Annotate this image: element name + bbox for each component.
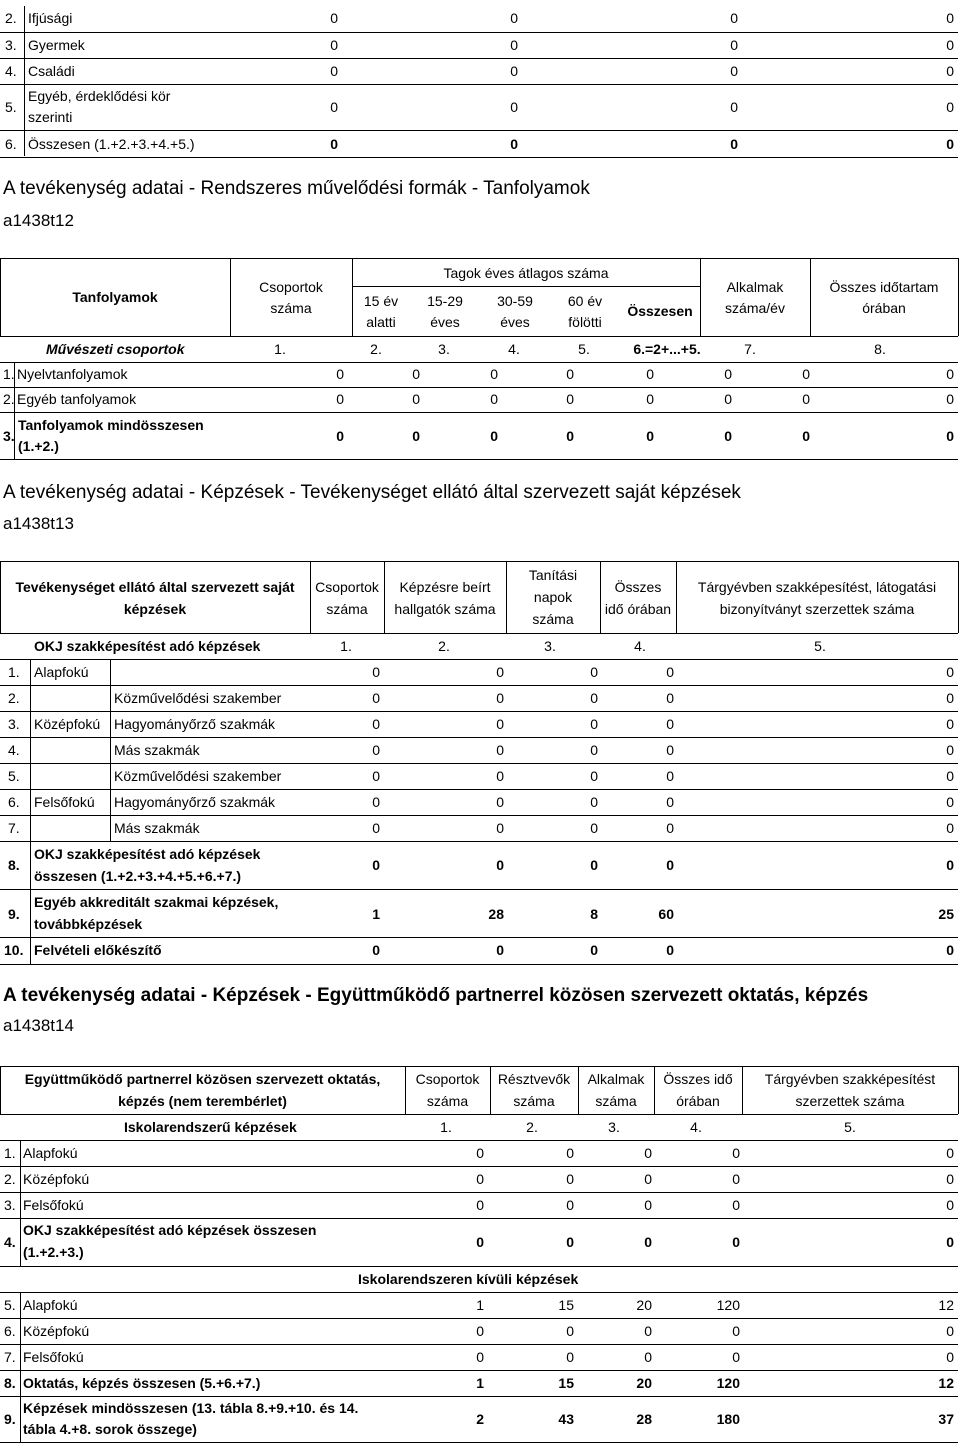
- cell: 0: [590, 664, 598, 680]
- row-index: 4.: [4, 1234, 16, 1250]
- column-header: 60 év: [567, 293, 603, 309]
- row-index: 4.: [5, 63, 17, 79]
- cell: 8: [590, 906, 598, 922]
- cell: 0: [590, 794, 598, 810]
- cell: 0: [802, 366, 810, 382]
- row-index: 9.: [4, 1411, 16, 1427]
- column-number: 2.: [526, 1119, 538, 1135]
- row-label: Más szakmák: [114, 742, 200, 758]
- cell: 0: [946, 391, 954, 407]
- column-number: 6.=2+...+5.: [633, 341, 701, 357]
- column-number: 2.: [370, 341, 382, 357]
- column-header: száma: [513, 1093, 555, 1109]
- cell: 0: [476, 1323, 484, 1339]
- row-label: (1.+2.): [18, 438, 59, 454]
- cell: 0: [644, 1145, 652, 1161]
- cell: 12: [938, 1297, 954, 1313]
- cell: 0: [946, 366, 954, 382]
- cell: 0: [666, 857, 674, 873]
- row-label: tábla 4.+8. sorok összege): [23, 1421, 197, 1437]
- row-index: 2.: [5, 10, 17, 26]
- cell: 0: [496, 794, 504, 810]
- column-header: órában: [676, 1093, 720, 1109]
- cell: 20: [636, 1297, 652, 1313]
- row-label: Alapfokú: [23, 1297, 78, 1313]
- cell: 0: [946, 690, 954, 706]
- column-header: hallgatók száma: [394, 601, 496, 617]
- cell: 0: [730, 10, 738, 26]
- column-number: 1.: [440, 1119, 452, 1135]
- cell: 0: [590, 768, 598, 784]
- cell: 0: [372, 857, 380, 873]
- cell: 0: [566, 391, 574, 407]
- column-header: éves: [430, 314, 460, 330]
- row-index: 6.: [5, 136, 17, 152]
- cell: 0: [946, 942, 954, 958]
- row-label: (1.+2.+3.): [23, 1244, 84, 1260]
- column-header: Alkalmak: [587, 1071, 645, 1087]
- row-index: 5.: [8, 768, 20, 784]
- row-index: 6.: [4, 1323, 16, 1339]
- section-title: A tevékenység adatai - Rendszeres művelődési formák - Tanfolyamok: [3, 178, 590, 199]
- cell: 0: [946, 857, 954, 873]
- column-number: 7.: [744, 341, 756, 357]
- cell: 28: [636, 1411, 652, 1427]
- row-label: összesen (1.+2.+3.+4.+5.+6.+7.): [34, 868, 242, 884]
- cell: 0: [372, 768, 380, 784]
- row-index: 9.: [8, 906, 20, 922]
- column-header: Összes: [614, 579, 662, 595]
- column-header: bizonyítványt szerzettek száma: [719, 601, 915, 617]
- cell: 0: [336, 366, 344, 382]
- cell: 0: [372, 942, 380, 958]
- cell: 12: [938, 1375, 954, 1391]
- column-header: száma: [426, 1093, 469, 1109]
- row-label: Hagyományőrző szakmák: [114, 716, 276, 732]
- column-header: száma/év: [725, 300, 785, 316]
- row-label: Egyéb tanfolyamok: [17, 391, 137, 407]
- category-label: Művészeti csoportok: [46, 341, 185, 357]
- column-number: 4.: [634, 638, 646, 654]
- cell: 0: [644, 1171, 652, 1187]
- cell: 0: [372, 794, 380, 810]
- cell: 0: [730, 37, 738, 53]
- row-label: Hagyományőrző szakmák: [114, 794, 276, 810]
- cell: 28: [488, 906, 504, 922]
- cell: 0: [724, 391, 732, 407]
- cell: 0: [946, 1145, 954, 1161]
- row-label: Összesen (1.+2.+3.+4.+5.): [28, 136, 195, 152]
- table-code: a1438t12: [3, 211, 74, 230]
- cell: 0: [666, 664, 674, 680]
- cell: 0: [946, 428, 954, 444]
- cell: 0: [644, 1323, 652, 1339]
- table-code: a1438t13: [3, 514, 74, 533]
- cell: 0: [496, 820, 504, 836]
- cell: 0: [330, 99, 338, 115]
- column-header: száma: [270, 300, 312, 316]
- cell: 0: [732, 1171, 740, 1187]
- column-number: 3.: [544, 638, 556, 654]
- row-group: Alapfokú: [34, 664, 89, 680]
- row-label: Felsőfokú: [23, 1197, 84, 1213]
- column-header: száma: [326, 601, 368, 617]
- cell: 0: [490, 366, 498, 382]
- row-index: 5.: [4, 1297, 16, 1313]
- cell: 0: [496, 742, 504, 758]
- cell: 0: [336, 391, 344, 407]
- cell: 0: [644, 1234, 652, 1250]
- cell: 0: [666, 742, 674, 758]
- row-label: Ifjúsági: [28, 10, 73, 26]
- cell: 0: [566, 1349, 574, 1365]
- cell: 0: [566, 428, 574, 444]
- section-title: A tevékenység adatai - Képzések - Együttműködő partnerrel közösen szervezett oktatás, képzés: [3, 985, 869, 1006]
- column-header: órában: [862, 300, 906, 316]
- cell: 0: [732, 1234, 740, 1250]
- cell: 0: [666, 690, 674, 706]
- category-label: Iskolarendszerű képzések: [124, 1119, 297, 1135]
- column-header: szerzettek száma: [795, 1093, 905, 1109]
- column-number: 5.: [578, 341, 590, 357]
- cell: 0: [372, 820, 380, 836]
- cell: 60: [658, 906, 674, 922]
- column-header: alatti: [366, 314, 396, 330]
- cell: 120: [716, 1297, 740, 1313]
- column-number: 5.: [814, 638, 826, 654]
- column-number: 3.: [438, 341, 450, 357]
- cell: 0: [476, 1171, 484, 1187]
- column-header: Csoportok: [315, 579, 379, 595]
- column-header: fölötti: [568, 314, 602, 330]
- cell: 0: [732, 1197, 740, 1213]
- column-header: Tanfolyamok: [72, 289, 158, 305]
- row-label: Más szakmák: [114, 820, 200, 836]
- cell: 0: [646, 366, 654, 382]
- row-label: Középfokú: [23, 1171, 90, 1187]
- cell: 0: [510, 10, 518, 26]
- cell: 0: [730, 63, 738, 79]
- column-number: 4.: [508, 341, 520, 357]
- row-index: 1.: [8, 664, 20, 680]
- cell: 0: [590, 857, 598, 873]
- column-header: Összes idő: [663, 1071, 733, 1087]
- row-index: 4.: [8, 742, 20, 758]
- cell: 0: [496, 768, 504, 784]
- column-header: Résztvevők: [497, 1071, 571, 1087]
- column-number: 1.: [340, 638, 352, 654]
- cell: 1: [476, 1297, 484, 1313]
- row-label: Egyéb akkreditált szakmai képzések,: [34, 894, 279, 910]
- column-number: 4.: [690, 1119, 702, 1135]
- cell: 0: [510, 99, 518, 115]
- cell: 25: [938, 906, 954, 922]
- column-header: 15 év: [363, 293, 399, 309]
- column-header: száma: [532, 611, 574, 627]
- cell: 0: [510, 136, 518, 152]
- column-header: Összes időtartam: [829, 279, 939, 295]
- cell: 0: [412, 428, 420, 444]
- row-label: Közművelődési szakember: [114, 690, 282, 706]
- cell: 0: [330, 10, 338, 26]
- column-header: Együttműködő partnerrel közösen szervezett oktatás,: [24, 1071, 381, 1087]
- column-number: 8.: [874, 341, 886, 357]
- cell: 0: [730, 136, 738, 152]
- column-header: képzés (nem terembérlet): [118, 1093, 287, 1109]
- cell: 0: [566, 1197, 574, 1213]
- cell: 0: [330, 63, 338, 79]
- cell: 0: [566, 1323, 574, 1339]
- cell: 0: [946, 716, 954, 732]
- cell: 0: [666, 794, 674, 810]
- cell: 0: [946, 664, 954, 680]
- row-index: 8.: [4, 1375, 16, 1391]
- row-label: OKJ szakképesítést adó képzések összesen: [23, 1222, 317, 1238]
- cell: 0: [644, 1197, 652, 1213]
- cell: 0: [566, 1234, 574, 1250]
- cell: 0: [946, 742, 954, 758]
- cell: 0: [946, 10, 954, 26]
- cell: 15: [558, 1375, 574, 1391]
- cell: 0: [946, 1197, 954, 1213]
- row-label: Alapfokú: [23, 1145, 78, 1161]
- cell: 2: [476, 1411, 484, 1427]
- cell: 0: [666, 820, 674, 836]
- row-index: 2.: [4, 1171, 16, 1187]
- row-index: 2.: [3, 391, 15, 407]
- column-header: Alkalmak: [726, 279, 784, 295]
- row-label: Tanfolyamok mindösszesen: [18, 417, 204, 433]
- row-group: Felsőfokú: [34, 794, 95, 810]
- table-code: a1438t14: [3, 1016, 74, 1035]
- cell: 0: [590, 942, 598, 958]
- cell: 0: [946, 1323, 954, 1339]
- cell: 0: [476, 1234, 484, 1250]
- row-label: Nyelvtanfolyamok: [17, 366, 128, 382]
- cell: 0: [330, 37, 338, 53]
- cell: 0: [946, 768, 954, 784]
- column-header: 15-29: [427, 293, 463, 309]
- cell: 0: [666, 768, 674, 784]
- column-header: képzések: [123, 601, 187, 617]
- cell: 0: [946, 99, 954, 115]
- cell: 0: [372, 716, 380, 732]
- cell: 0: [646, 428, 654, 444]
- cell: 0: [946, 63, 954, 79]
- cell: 1: [476, 1375, 484, 1391]
- category-label: Iskolarendszeren kívüli képzések: [358, 1271, 579, 1287]
- cell: 0: [590, 690, 598, 706]
- cell: 0: [490, 391, 498, 407]
- column-header: 30-59: [497, 293, 533, 309]
- cell: 180: [716, 1411, 740, 1427]
- cell: 0: [730, 99, 738, 115]
- row-label: Gyermek: [28, 37, 85, 53]
- column-number: 3.: [608, 1119, 620, 1135]
- cell: 0: [946, 37, 954, 53]
- cell: 0: [496, 857, 504, 873]
- row-label: továbbképzések: [34, 916, 143, 932]
- cell: 37: [938, 1411, 954, 1427]
- column-header: Tagok éves átlagos száma: [443, 265, 609, 281]
- row-index: 2.: [8, 690, 20, 706]
- row-label: Képzések mindösszesen (13. tábla 8.+9.+10. és 14.: [23, 1400, 359, 1416]
- cell: 0: [510, 63, 518, 79]
- cell: 0: [732, 1323, 740, 1339]
- cell: 0: [476, 1349, 484, 1365]
- column-header: Tanítási: [528, 567, 578, 583]
- cell: 43: [558, 1411, 574, 1427]
- column-header: éves: [500, 314, 530, 330]
- cell: 0: [644, 1349, 652, 1365]
- cell: 0: [496, 664, 504, 680]
- row-label: OKJ szakképesítést adó képzések: [34, 846, 261, 862]
- row-label: Közművelődési szakember: [114, 768, 282, 784]
- column-header: Csoportok: [415, 1071, 480, 1087]
- cell: 0: [590, 742, 598, 758]
- row-index: 6.: [8, 794, 20, 810]
- cell: 0: [336, 428, 344, 444]
- section-title: A tevékenység adatai - Képzések - Tevékenységet ellátó által szervezett saját képzések: [3, 482, 741, 503]
- row-label: Oktatás, képzés összesen (5.+6.+7.): [23, 1375, 261, 1391]
- cell: 0: [496, 942, 504, 958]
- cell: 0: [732, 1349, 740, 1365]
- column-header: Tárgyévben szakképesítést: [764, 1071, 936, 1087]
- cell: 0: [566, 366, 574, 382]
- column-header: Összesen: [627, 303, 693, 319]
- row-label: Egyéb, érdeklődési kör: [28, 88, 171, 104]
- cell: 0: [566, 1145, 574, 1161]
- cell: 0: [946, 794, 954, 810]
- row-index: 5.: [5, 99, 17, 115]
- cell: 0: [590, 716, 598, 732]
- cell: 0: [412, 391, 420, 407]
- cell: 20: [636, 1375, 652, 1391]
- column-header: idő órában: [604, 601, 672, 617]
- cell: 0: [372, 664, 380, 680]
- category-label: OKJ szakképesítést adó képzések: [34, 638, 261, 654]
- cell: 1: [372, 906, 380, 922]
- column-number: 2.: [438, 638, 450, 654]
- column-header: száma: [595, 1093, 637, 1109]
- cell: 0: [724, 428, 732, 444]
- cell: 15: [558, 1297, 574, 1313]
- cell: 0: [496, 716, 504, 732]
- cell: 0: [412, 366, 420, 382]
- cell: 0: [510, 37, 518, 53]
- row-label: Felsőfokú: [23, 1349, 84, 1365]
- column-number: 5.: [844, 1119, 856, 1135]
- row-index: 7.: [4, 1349, 16, 1365]
- cell: 0: [490, 428, 498, 444]
- cell: 0: [496, 690, 504, 706]
- cell: 0: [666, 942, 674, 958]
- cell: 0: [372, 690, 380, 706]
- column-header: napok: [533, 589, 573, 605]
- cell: 120: [716, 1375, 740, 1391]
- cell: 0: [946, 1234, 954, 1250]
- cell: 0: [372, 742, 380, 758]
- cell: 0: [646, 391, 654, 407]
- cell: 0: [946, 820, 954, 836]
- column-number: 1.: [274, 341, 286, 357]
- cell: 0: [732, 1145, 740, 1161]
- row-label: szerinti: [28, 109, 73, 125]
- cell: 0: [476, 1197, 484, 1213]
- cell: 0: [724, 366, 732, 382]
- row-index: 3.: [8, 716, 20, 732]
- column-header: Tevékenységet ellátó által szervezett saját: [15, 579, 295, 595]
- row-index: 1.: [3, 366, 15, 382]
- cell: 0: [802, 428, 810, 444]
- row-index: 3.: [3, 428, 15, 444]
- row-label: Felvételi előkészítő: [34, 942, 162, 958]
- cell: 0: [566, 1171, 574, 1187]
- row-index: 7.: [8, 820, 20, 836]
- row-index: 1.: [4, 1145, 16, 1161]
- column-header: Képzésre beírt: [399, 579, 491, 595]
- row-index: 3.: [5, 37, 17, 53]
- column-header: Tárgyévben szakképesítést, látogatási: [697, 579, 937, 595]
- row-group: Középfokú: [34, 716, 101, 732]
- cell: 0: [666, 716, 674, 732]
- cell: 0: [476, 1145, 484, 1161]
- row-index: 10.: [4, 942, 24, 958]
- cell: 0: [590, 820, 598, 836]
- cell: 0: [946, 1171, 954, 1187]
- row-label: Családi: [28, 63, 75, 79]
- cell: 0: [946, 1349, 954, 1365]
- column-header: Csoportok: [259, 279, 323, 295]
- cell: 0: [802, 391, 810, 407]
- row-index: 8.: [8, 857, 20, 873]
- row-label: Középfokú: [23, 1323, 90, 1339]
- cell: 0: [946, 136, 954, 152]
- row-index: 3.: [4, 1197, 16, 1213]
- cell: 0: [330, 136, 338, 152]
